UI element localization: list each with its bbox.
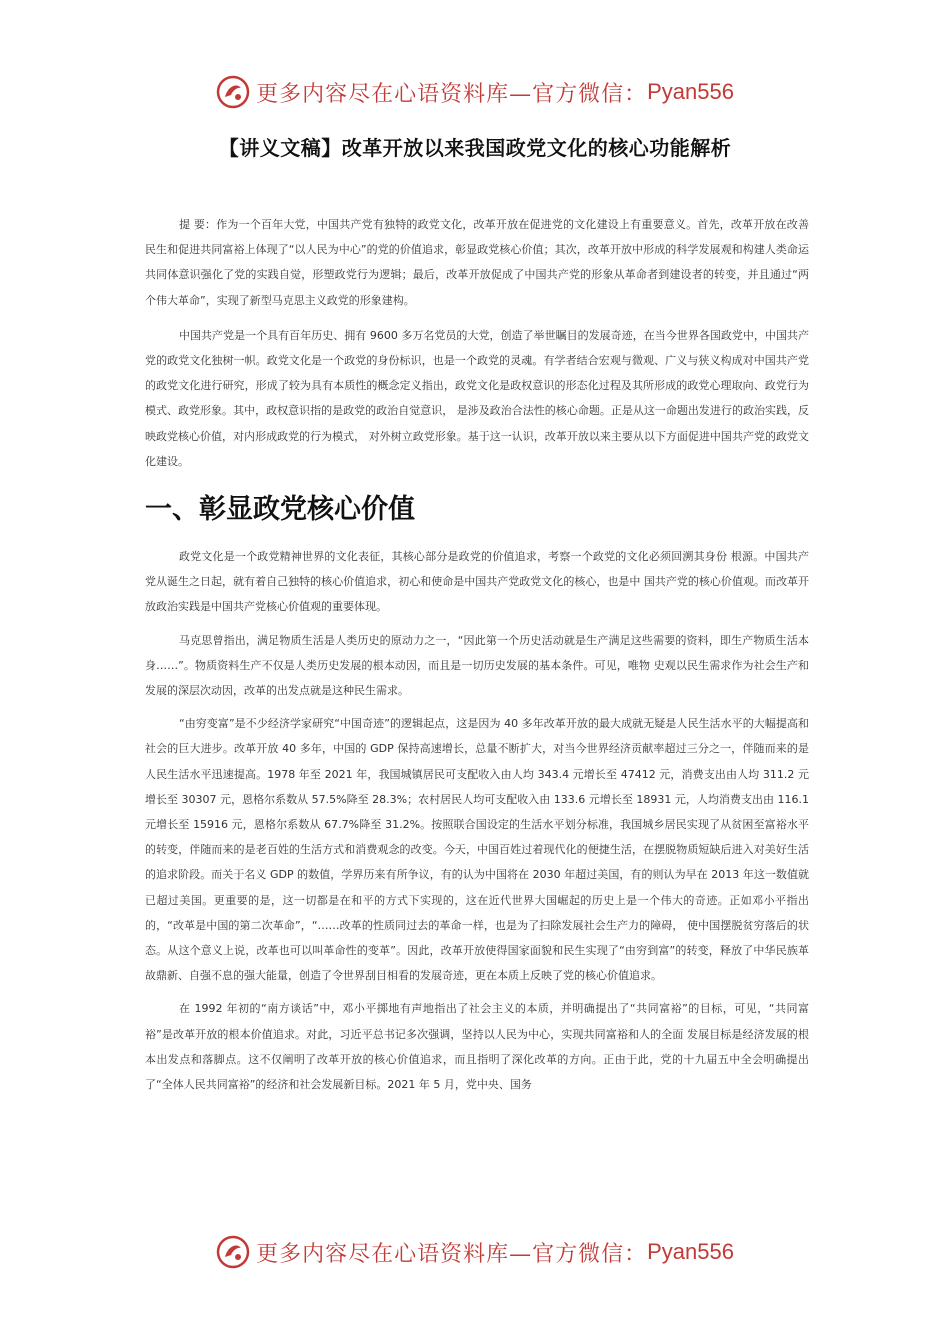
header-banner [0,72,950,112]
body-paragraph: “由穷变富”是不少经济学家研究“中国奇迹”的逻辑起点，这是因为 40 多年改革开放的最大成就无疑是人民生活水平的大幅提高和社会的巨大进步。改革开放 40 多年，中国的 GDP 保持高速增长，总量不断扩大，对当今世界经济贡献率超过三分之一，伴随而来的是人民生活水平迅速提高。1978 年至 2021 年，我国城镇居民可支配收入由人均 343.4 元增长至 47412 元，消费支出由人均 311.2 元增长至 30307 元，恩格尔系数从 57.5%降至 28.3%；农村居民人均可支配收入由 133.6 元增长至 18931 元，人均消费支出由 116.1 元增长至 15916 元，恩格尔系数从 67.7%降至 31.2%。按照联合国设定的生活水平划分标准，我国城乡居民实现了从贫困至富裕水平的转变，伴随而来的是老百姓的生活方式和消费观念的改变。今天，中国百姓过着现代化的便捷生活，在摆脱物质短缺后进入对美好生活的追求阶段。而关于名义 GDP 的数值，学界历来有所争议，有的认为中国将在 2030 年超过美国，有的则认为早在 2013 年这一数值就已超过美国。更重要的是，这一切都是在和平的方式下实现的，这在近代世界大国崛起的历史上是一个伟大的奇迹。正如邓小平指出的，“改革是中国的第二次革命”，“……改革的性质同过去的革命一样，也是为了扫除发展社会生产力的障碍， 使中国摆脱贫穷落后的状态。从这个意义上说，改革也可以叫革命性的变革”。因此，改革开放使得国家面貌和民生实现了“由穷到富”的转变，释放了中华民族革故鼎新、自强不息的强大能量，创造了令世界刮目相看的发展奇迹，更在本质上反映了党的核心价值追求。 [145,717,809,983]
document-body [145,212,809,1105]
banner-wechat-id: Pyan556 [647,1239,734,1264]
body-paragraph: 政党文化是一个政党精神世界的文化表征，其核心部分是政党的价值追求，考察一个政党的文化必须回溯其身份 根源。中国共产党从诞生之日起，就有着自己独特的核心价值追求，初心和使命是中国共产党政党文化的核心，也是中 国共产党的核心价值观。而改革开放政治实践是中国共产党核心价值观的重要体现。 [145,550,809,614]
section-heading: 一、彰显政党核心价值 [145,494,415,526]
document-title: 【讲义文稿】改革开放以来我国政党文化的核心功能解析 [218,136,732,160]
body-paragraph: 在 1992 年初的“南方谈话”中，邓小平掷地有声地指出了社会主义的本质，并明确提出了“共同富裕”的目标，可见，“共同富裕”是改革开放的根本价值追求。对此，习近平总书记多次强调，坚持以人民为中心，实现共同富裕和人的全面 发展目标是经济发展的根本出发点和落脚点。这不仅阐明了改革开放的核心价值追求，而且指明了深化改革的方向。正由于此，党的十九届五中全会明确提出了“全体人民共同富裕”的经济和社会发展新目标。2021 年 5 月，党中央、国务 [145,1002,809,1092]
banner-wechat-id: Pyan556 [647,79,734,104]
footer-banner [0,1232,950,1272]
banner-text: 更多内容尽在心语资料库—官方微信： [256,81,648,107]
logo-icon [216,1235,250,1269]
banner-text: 更多内容尽在心语资料库—官方微信： [256,1241,648,1267]
abstract-paragraph: 提 要：作为一个百年大党，中国共产党有独特的政党文化，改革开放在促进党的文化建设上有重要意义。首先，改革开放在改善民生和促进共同富裕上体现了“以人民为中心”的党的价值追求，彰显政党核心价值；其次，改革开放中形成的科学发展观和构建人类命运共同体意识强化了党的实践自觉，形塑政党行为逻辑；最后，改革开放促成了中国共产党的形象从革命者到建设者的转变，并且通过“两个伟大革命”，实现了新型马克思主义政党的形象建构。 [145,218,809,307]
logo-icon [216,75,250,109]
body-paragraph: 马克思曾指出，满足物质生活是人类历史的原动力之一，“因此第一个历史活动就是生产满足这些需要的资料，即生产物质生活本身……”。物质资料生产不仅是人类历史发展的根本动因，而且是一切历史发展的基本条件。可见，唯物 史观以民生需求作为社会生产和发展的深层次动因，改革的出发点就是这种民生需求。 [145,633,809,698]
intro-paragraph: 中国共产党是一个具有百年历史、拥有 9600 多万名党员的大党，创造了举世瞩目的发展奇迹，在当今世界各国政党中，中国共产党的政党文化独树一帜。政党文化是一个政党的身份标识，也是一个政党的灵魂。有学者结合宏观与微观、广义与狭义构成对中国共产党的政党文化进行研究，形成了较为具有本质性的概念定义指出，政党文化是政权意识的形态化过程及其所形成的政党心理取向、政党行为模式、政党形象。其中，政权意识指的是政党的政治自觉意识， 是涉及政治合法性的核心命题。正是从这一命题出发进行的政治实践，反映政党核心价值，对内形成政党的行为模式， 对外树立政党形象。基于这一认识，改革开放以来主要从以下方面促进中国共产党的政党文化建设。 [145,328,809,468]
